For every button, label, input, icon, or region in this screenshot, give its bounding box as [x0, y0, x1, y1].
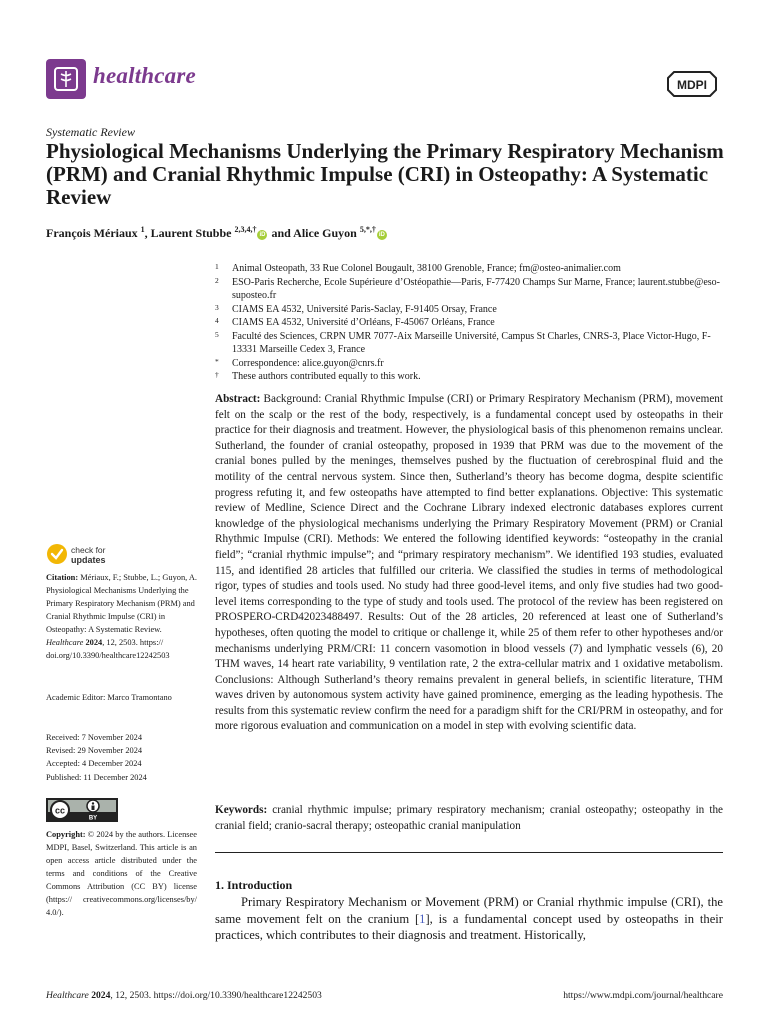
intro-text: ], is a fundamental concept used by osteopaths in their practices, which contributes to their diagnosis and treatment. Historically,: [215, 911, 723, 942]
author-separator: ,: [144, 226, 151, 240]
mdpi-logo: [664, 68, 720, 100]
section-divider: [215, 852, 723, 853]
date-accepted: Accepted: 4 December 2024: [46, 759, 142, 769]
author-name[interactable]: Alice Guyon: [293, 226, 357, 240]
affiliation-mark: †: [215, 370, 219, 379]
footer-year: 2024: [88, 990, 111, 1001]
author-name[interactable]: François Mériaux: [46, 226, 138, 240]
affiliation-item: [215, 262, 725, 276]
publication-dates: [46, 731, 196, 784]
orcid-icon[interactable]: iD: [259, 232, 266, 238]
author-name[interactable]: Laurent Stubbe: [150, 226, 232, 240]
check-for-updates-label[interactable]: updates: [71, 555, 106, 565]
affiliation-text: Animal Osteopath, 33 Rue Colonel Bougault, 38100 Grenoble, France; fm@osteo-animalier.com: [232, 263, 621, 274]
section-heading: 1. Introduction: [215, 878, 293, 892]
keywords-text: cranial rhythmic impulse; primary respiratory mechanism; cranial osteopathy; osteopathy in the cranial field; cranio-sacral therapy; osteopathic cranial manipulation: [215, 804, 724, 832]
footer-journal-url[interactable]: https://www.mdpi.com/journal/healthcare: [563, 990, 723, 1001]
mdpi-logo-text: MDPI: [677, 78, 707, 92]
affiliation-text: CIAMS EA 4532, Université Paris-Saclay, F-91405 Orsay, France: [232, 303, 497, 315]
affiliation-mark: *: [215, 356, 219, 366]
affiliation-mark: 2: [215, 275, 219, 285]
affiliation-text: ESO-Paris Recherche, Ecole Supérieure d’Ostéopathie—Paris, F-77420 Champs Sur Marne, France; laurent.stubbe@eso-suposteo.fr: [232, 276, 720, 301]
copyright-notice: [46, 828, 197, 919]
citation-journal: Healthcare: [46, 638, 84, 647]
affiliation-text: CIAMS EA 4532, Université d’Orléans, F-45067 Orléans, France: [232, 317, 495, 328]
citation-text: Mériaux, F.; Stubbe, L.; Guyon, A. Physiological Mechanisms Underlying the Primary Respiratory Mechanism (PRM) and Cranial Rhythmic Impulse (CRI) in Osteopathy: A Systematic Review.: [46, 573, 198, 634]
citation: [46, 571, 201, 662]
svg-text:cc: cc: [54, 805, 66, 816]
affiliation-mark: 3: [215, 302, 219, 312]
orcid-icon[interactable]: iD: [378, 232, 385, 238]
author-separator: and: [268, 226, 294, 240]
abstract-label: Abstract:: [215, 393, 261, 405]
footer-doi[interactable]: , 12, 2503. https://doi.org/10.3390/healthcare12242503: [110, 990, 322, 1001]
keywords: [215, 803, 723, 834]
affiliation-item: [215, 357, 725, 371]
academic-editor: Academic Editor: Marco Tramontano: [46, 693, 172, 702]
affiliation-text: Correspondence: alice.guyon@cnrs.fr: [232, 357, 384, 369]
journal-name: healthcare: [93, 63, 196, 88]
check-for-updates-icon[interactable]: [46, 543, 68, 565]
author-list: [46, 225, 388, 241]
affiliation-item: [215, 330, 725, 357]
author-affiliation-marks: 1: [140, 225, 145, 234]
copyright-label: Copyright:: [46, 830, 86, 839]
abstract-text: Background: Cranial Rhythmic Impulse (CRI) or Primary Respiratory Mechanism (PRM), movement felt on the scalp or the rest of the body, respectively, is a fundamental concept used by osteopaths in their practice for their diagnosis and treatment. However, the physiological basis of this phenomenon remains unclear. Sutherland, the founder of cranial osteopathy, proposed in 1939 that PRM was due to the movement of the cranial bones pulled by the meninges, themselves pushed by the fluctuation of cerebrospinal fluid and the motility of the central nervous system. Since then, Sutherland’s theory has become dogma, despite scientific progress refuting it, and few osteopaths have attempted to find better explanations. Objective: This systematic review of Medline, Science Direct and the Cochrane Library indexed electronic databases explores current knowledge of the physiological mechanisms underlying the Primary Respiratory Movement (PRM) or Cranial Rhythmic Impulse (CRI). Methods: We entered the following identified keywords: “osteopathy in the cranial field”; “cranial rhythmic impulse”; and “primary respiratory mechanism”. We identified 193 studies, evaluated 115, and identified 28 articles that fulfilled our criteria. We classified the studies in terms of methodological rigor, types of studies and tools used. No study had three good-level items, and only five studies had two good-level items corresponding to the type of study and tools used. The protocol of the review has been registered on PROSPERO-CRD42023488497. Results: Out of the 28 articles, 20 referenced at least one of Sutherland’s hypotheses, often quoting the model to critique or challenge it, while 25 of them refer to other hypotheses and/or mechanisms underlying PRM/CRI: 11 concern vasomotion in blood vessels (7) and lymphatic vessels (6), 20 THM waves, 14 heart rate variability, 9 ventilation rate, 2 the extra-cellular matrix and 1 oxidative metabolism. Conclusions: Although Sutherland’s theory remains prevalent in general beliefs, in scientific literature, THM waves driven by autonomous system activity have gained prominence, emerging as the leading hypothesis. The results from this systematic review confirm the need for a paradigm shift for the CRI/PRM in osteopathy, and for more rigorous evaluation and communication on a model in step with evolving scientific data.: [215, 393, 723, 733]
affiliation-text: Faculté des Sciences, CRPN UMR 7077-Aix Marseille Université, Campus St Charles, CNRS-3, Place Victor-Hugo, F-13331 Marseille Cedex 3, France: [232, 330, 711, 355]
citation-year: 2024: [83, 638, 103, 647]
author-affiliation-marks: 2,3,4,†: [234, 225, 257, 234]
journal-logo-icon: [46, 59, 86, 99]
cc-by-text: BY: [88, 815, 98, 822]
citation-doi[interactable]: , 12, 2503. https:// doi.org/10.3390/healthcare12242503: [46, 638, 170, 660]
copyright-text: © 2024 by the authors. Licensee MDPI, Basel, Switzerland. This article is an open access article distributed under the terms and conditions of the Creative Commons Attribution (CC BY) license (https:// creativecommons.org/licenses/by/ 4.0/).: [46, 830, 197, 917]
author-affiliation-marks: 5,*,†: [359, 225, 376, 234]
date-published: Published: 11 December 2024: [46, 772, 147, 782]
citation-label: Citation:: [46, 573, 79, 582]
article-type: Systematic Review: [46, 125, 135, 139]
affiliation-text: These authors contributed equally to this work.: [232, 371, 421, 382]
intro-text: Primary Respiratory Mechanism or Movement (PRM) or Cranial rhythmic impulse (CRI), the same movement felt on the cranium [: [215, 895, 723, 926]
affiliation-item: [215, 303, 725, 317]
affiliation-item: [215, 316, 725, 330]
intro-paragraph: [215, 894, 723, 944]
abstract: [215, 392, 723, 735]
footer-citation: [46, 990, 322, 1001]
affiliation-mark: 5: [215, 329, 219, 339]
keywords-label: Keywords:: [215, 804, 268, 816]
affiliation-item: [215, 370, 725, 384]
article-title: Physiological Mechanisms Underlying the Primary Respiratory Mechanism (PRM) and Cranial Rhythmic Impulse (CRI) in Osteopathy: A Systematic Review: [46, 139, 724, 209]
affiliation-mark: 1: [215, 262, 219, 271]
cc-by-license-icon[interactable]: [46, 798, 118, 822]
footer-journal: Healthcare: [46, 990, 89, 1001]
affiliation-item: [215, 276, 725, 303]
check-for-updates-label[interactable]: check for: [71, 545, 106, 555]
reference-link[interactable]: 1: [419, 911, 426, 926]
affiliations: [215, 262, 725, 384]
date-received: Received: 7 November 2024: [46, 733, 143, 742]
affiliation-mark: 4: [215, 316, 219, 325]
date-revised: Revised: 29 November 2024: [46, 746, 143, 756]
